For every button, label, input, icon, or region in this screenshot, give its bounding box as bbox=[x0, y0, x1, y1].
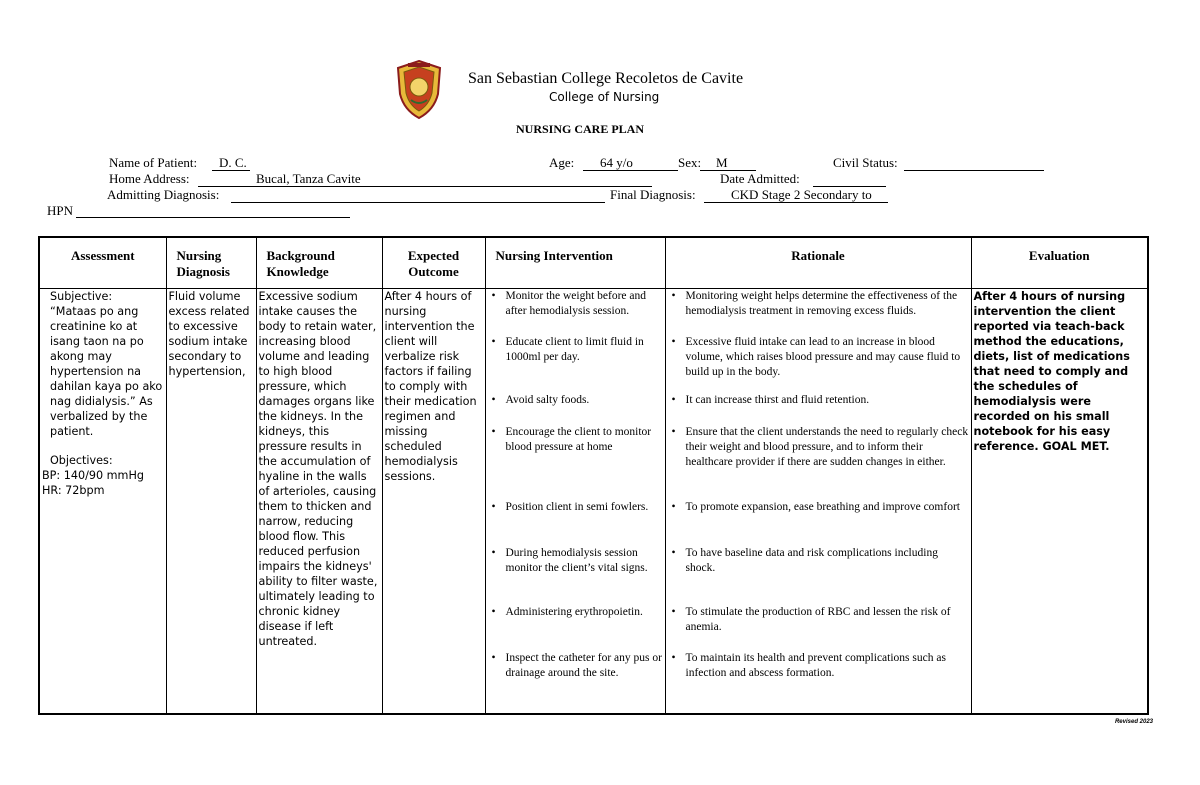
list-item: • Administering erythropoietin. bbox=[491, 606, 643, 618]
subjective-label: Subjective: bbox=[50, 290, 113, 303]
home-address-value: Bucal, Tanza Cavite bbox=[256, 171, 361, 186]
college-seal-logo bbox=[396, 60, 442, 120]
final-diagnosis-cont-line bbox=[76, 217, 350, 218]
diagnosis-cell: Fluid volume excess related to excessive sodium intake secondary to hypertension, bbox=[166, 289, 256, 715]
list-item: • It can increase thirst and fluid retention. bbox=[671, 394, 870, 406]
date-admitted-label: Date Admitted: bbox=[720, 171, 800, 186]
care-plan-table bbox=[38, 236, 1149, 715]
header-background-knowledge: Background Knowledge bbox=[256, 237, 382, 289]
table-row bbox=[39, 289, 1148, 715]
final-diagnosis-continuation: HPN bbox=[47, 203, 74, 218]
sex-label: Sex: bbox=[678, 155, 702, 170]
revised-note: Revised 2023 bbox=[1114, 719, 1153, 725]
header-rationale: Rationale bbox=[665, 237, 971, 289]
final-diagnosis-value: CKD Stage 2 Secondary to bbox=[731, 187, 872, 202]
civil-status-label: Civil Status: bbox=[833, 155, 898, 170]
list-item: • Excessive fluid intake can lead to an increase in blood volume, which raises blood pressure and may cause fluid to build up in the body. bbox=[671, 336, 961, 378]
header-nursing-diagnosis: Nursing Diagnosis bbox=[166, 237, 256, 289]
list-item: • Avoid salty foods. bbox=[491, 394, 590, 406]
list-item: • To have baseline data and risk complications including shock. bbox=[671, 547, 938, 574]
patient-name-label: Name of Patient: bbox=[109, 155, 198, 170]
objective-label: Objectives: bbox=[50, 454, 113, 467]
school-name: San Sebastian College Recoletos de Cavite bbox=[468, 70, 744, 87]
list-item: • To maintain its health and prevent complications such as infection and abscess formation. bbox=[671, 652, 946, 679]
blood-pressure: BP: 140/90 mmHg bbox=[42, 469, 144, 482]
rationale-cell bbox=[665, 289, 971, 715]
sex-value: M bbox=[716, 155, 728, 170]
list-item: • Encourage the client to monitor blood pressure at home bbox=[491, 426, 652, 453]
list-item: • Inspect the catheter for any pus or drainage around the site. bbox=[491, 652, 662, 679]
header-nursing-intervention: Nursing Intervention bbox=[485, 237, 665, 289]
patient-name-value: D. C. bbox=[219, 155, 247, 170]
table-header-row bbox=[39, 237, 1148, 289]
list-item: • Position client in semi fowlers. bbox=[491, 501, 649, 513]
admitting-diagnosis-label: Admitting Diagnosis: bbox=[107, 187, 220, 202]
list-item: • Ensure that the client understands the need to regularly check their weight and blood pressure, and to inform their healthcare provider if there are sudden changes in either. bbox=[671, 426, 969, 468]
header-evaluation: Evaluation bbox=[971, 237, 1148, 289]
home-address-label: Home Address: bbox=[109, 171, 190, 186]
college-name: College of Nursing bbox=[549, 90, 660, 104]
list-item: • To promote expansion, ease breathing and improve comfort bbox=[671, 501, 960, 513]
heart-rate: HR: 72bpm bbox=[42, 484, 105, 497]
outcome-cell: After 4 hours of nursing intervention the client will verbalize risk factors if failing to comply with their medication regimen and missing scheduled hemodialysis sessions. bbox=[382, 289, 485, 715]
subjective-quote: “Mataas po ang creatinine ko at isang taon na po akong may hypertension na dahilan kaya po ako nag didialysis.” As verbalized by the patient. bbox=[50, 305, 163, 438]
age-label: Age: bbox=[549, 155, 575, 170]
civil-status-line bbox=[904, 170, 1044, 171]
background-cell: Excessive sodium intake causes the body to retain water, increasing blood volume and leading to high blood pressure, which damages organs like the kidneys. In the kidneys, this pressure results in the accumulation of hyaline in the walls of arterioles, causing them to thicken and narrow, reducing blood flow. This reduced perfusion impairs the kidneys' ability to filter waste, ultimately leading to chronic kidney disease if left untreated. bbox=[256, 289, 382, 715]
age-value: 64 y/o bbox=[600, 155, 633, 170]
final-diagnosis-label: Final Diagnosis: bbox=[610, 187, 696, 202]
list-item: • Monitor the weight before and after hemodialysis session. bbox=[491, 290, 647, 317]
list-item: • Educate client to limit fluid in 1000ml per day. bbox=[491, 336, 644, 363]
list-item: • During hemodialysis session monitor the client’s vital signs. bbox=[491, 547, 648, 574]
list-item: • To stimulate the production of RBC and lessen the risk of anemia. bbox=[671, 606, 951, 633]
header-expected-outcome: Expected Outcome bbox=[382, 237, 485, 289]
assessment-cell bbox=[39, 289, 166, 715]
evaluation-cell: After 4 hours of nursing intervention the client reported via teach-back method the educations, diets, list of medications that need to comply and the schedules of hemodialysis were recorded on his small notebook for his easy reference. GOAL MET. bbox=[971, 289, 1148, 715]
document-title: NURSING CARE PLAN bbox=[516, 122, 645, 136]
admitting-diagnosis-line bbox=[231, 202, 605, 203]
intervention-cell bbox=[485, 289, 665, 715]
list-item: • Monitoring weight helps determine the effectiveness of the hemodialysis treatment in removing excess fluids. bbox=[671, 290, 958, 317]
header-assessment: Assessment bbox=[39, 237, 166, 289]
